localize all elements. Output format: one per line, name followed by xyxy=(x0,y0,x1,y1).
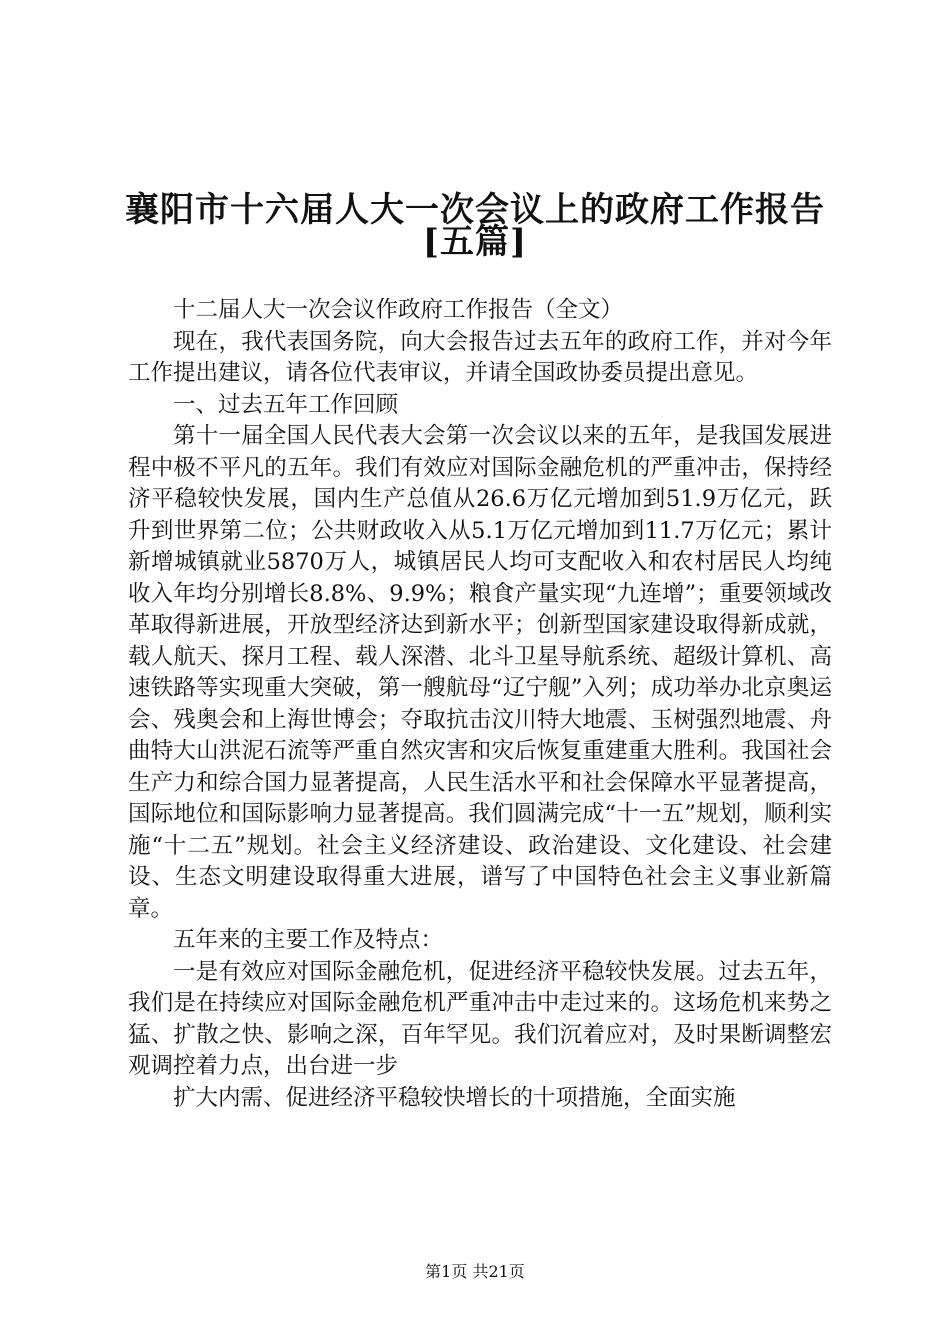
paragraph-intro: 现在，我代表国务院，向大会报告过去五年的政府工作，并对今年工作提出建议，请各位代表审议，并请全国政协委员提出意见。 xyxy=(128,328,832,386)
document-title: 襄阳市十六届人大一次会议上的政府工作报告 xyxy=(125,190,825,230)
paragraph-subtitle: 十二届人大一次会议作政府工作报告（全文） xyxy=(173,297,624,323)
section-heading: 一、过去五年工作回顾 xyxy=(173,391,399,418)
page-number-footer: 第1页 共21页 xyxy=(425,1262,525,1281)
document-title-suffix: [五篇] xyxy=(422,222,528,262)
paragraph-continuation: 扩大内需、促进经济平稳较快增长的十项措施，全面实施 xyxy=(173,1084,736,1111)
paragraph-point-one: 一是有效应对国际金融危机，促进经济平稳较快发展。过去五年，我们是在持续应对国际金融危机严重冲击中走过来的。这场危机来势之猛、扩散之快、影响之深，百年罕见。我们沉着应对，及时果断调整宏观调控着力点，出台进一步 xyxy=(128,958,832,1079)
document-body xyxy=(128,295,832,1114)
paragraph-main-work-heading: 五年来的主要工作及特点： xyxy=(173,927,444,953)
paragraph-review: 第十一届全国人民代表大会第一次会议以来的五年，是我国发展进程中极不平凡的五年。我们有效应对国际金融危机的严重冲击，保持经济平稳较快发展，国内生产总值从26.6万亿元增加到51.9万亿元，跃升到世界第二位；公共财政收入从5.1万亿元增加到11.7万亿元；累计新增城镇就业5870万人，城镇居民人均可支配收入和农村居民人均纯收入年均分别增长8.8%、9.9%；粮食产量实现“九连增”；重要领域改革取得新进展，开放型经济达到新水平；创新型国家建设取得新成就，载人航天、探月工程、载人深潜、北斗卫星导航系统、超级计算机、高速铁路等实现重大突破，第一艘航母“辽宁舰”入列；成功举办北京奥运会、残奥会和上海世博会；夺取抗击汶川特大地震、玉树强烈地震、舟曲特大山洪泥石流等严重自然灾害和灾后恢复重建重大胜利。我国社会生产力和综合国力显著提高，人民生活水平和社会保障水平显著提高，国际地位和国际影响力显著提高。我们圆满完成“十一五”规划，顺利实施“十二五”规划。社会主义经济建设、政治建设、文化建设、社会建设、生态文明建设取得重大进展，谱写了中国特色社会主义事业新篇章。 xyxy=(128,423,832,922)
